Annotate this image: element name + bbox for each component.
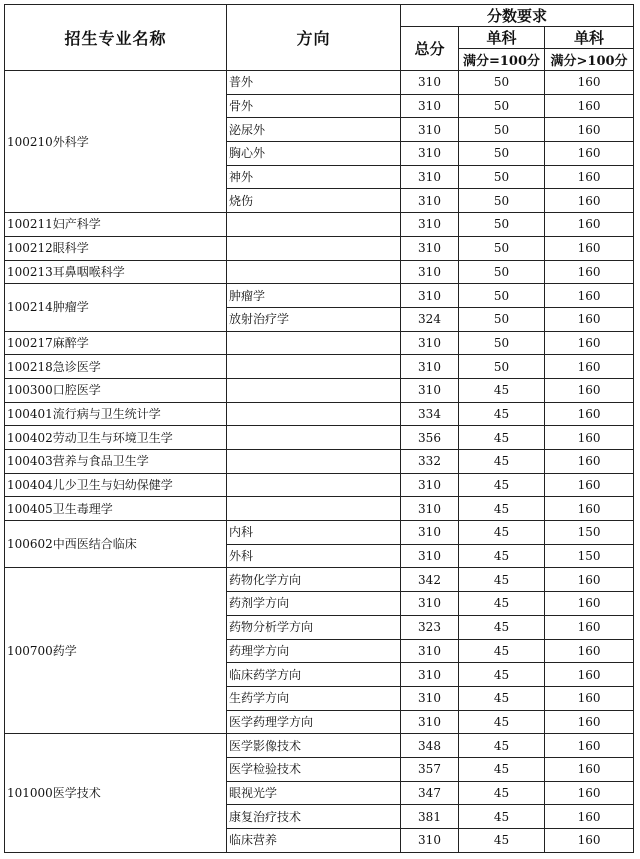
- total-score-cell: 310: [401, 355, 459, 379]
- single-score-over-100-cell: 160: [545, 355, 634, 379]
- table-body: [5, 71, 634, 853]
- direction-cell: 骨外: [227, 94, 401, 118]
- direction-cell: 普外: [227, 71, 401, 95]
- direction-cell: 药物分析学方向: [227, 615, 401, 639]
- header-requirements: 分数要求: [401, 5, 634, 27]
- total-score-cell: 310: [401, 663, 459, 687]
- single-score-100-cell: 45: [459, 544, 545, 568]
- header-total: 总分: [401, 27, 459, 71]
- single-score-over-100-cell: 160: [545, 639, 634, 663]
- single-score-over-100-cell: 160: [545, 592, 634, 616]
- single-score-over-100-cell: 160: [545, 615, 634, 639]
- single-score-100-cell: 50: [459, 71, 545, 95]
- single-score-100-cell: 45: [459, 829, 545, 853]
- table-row: [5, 236, 634, 260]
- total-score-cell: 310: [401, 284, 459, 308]
- single-score-over-100-cell: 160: [545, 94, 634, 118]
- single-score-over-100-cell: 160: [545, 402, 634, 426]
- direction-cell: 生药学方向: [227, 686, 401, 710]
- total-score-cell: 310: [401, 213, 459, 237]
- single-score-100-cell: 50: [459, 189, 545, 213]
- major-cell: 100217麻醉学: [5, 331, 227, 355]
- major-cell: 100211妇产科学: [5, 213, 227, 237]
- direction-cell: [227, 378, 401, 402]
- total-score-cell: 310: [401, 236, 459, 260]
- direction-cell: 医学药理学方向: [227, 710, 401, 734]
- direction-cell: 泌尿外: [227, 118, 401, 142]
- table-row: [5, 450, 634, 474]
- table-row: [5, 402, 634, 426]
- single-score-100-cell: 45: [459, 378, 545, 402]
- total-score-cell: 310: [401, 118, 459, 142]
- single-score-100-cell: 50: [459, 284, 545, 308]
- direction-cell: [227, 426, 401, 450]
- single-score-100-cell: 45: [459, 757, 545, 781]
- single-score-100-cell: 45: [459, 426, 545, 450]
- single-score-over-100-cell: 160: [545, 165, 634, 189]
- table-row: [5, 331, 634, 355]
- major-cell: 100602中西医结合临床: [5, 521, 227, 568]
- direction-cell: 放射治疗学: [227, 307, 401, 331]
- single-score-100-cell: 50: [459, 236, 545, 260]
- single-score-100-cell: 50: [459, 118, 545, 142]
- table-row: [5, 260, 634, 284]
- direction-cell: [227, 260, 401, 284]
- single-score-over-100-cell: 150: [545, 544, 634, 568]
- table-row: [5, 734, 634, 758]
- total-score-cell: 356: [401, 426, 459, 450]
- total-score-cell: 334: [401, 402, 459, 426]
- table-row: [5, 355, 634, 379]
- table-row: [5, 426, 634, 450]
- single-score-over-100-cell: 160: [545, 71, 634, 95]
- single-score-100-cell: 45: [459, 686, 545, 710]
- single-score-over-100-cell: 160: [545, 568, 634, 592]
- direction-cell: [227, 213, 401, 237]
- header-single-2: 单科: [545, 27, 634, 49]
- single-score-over-100-cell: 160: [545, 686, 634, 710]
- single-score-100-cell: 50: [459, 213, 545, 237]
- direction-cell: 神外: [227, 165, 401, 189]
- direction-cell: [227, 497, 401, 521]
- header-single-1: 单科: [459, 27, 545, 49]
- direction-cell: [227, 473, 401, 497]
- single-score-over-100-cell: 160: [545, 710, 634, 734]
- total-score-cell: 310: [401, 544, 459, 568]
- direction-cell: [227, 402, 401, 426]
- single-score-over-100-cell: 160: [545, 757, 634, 781]
- total-score-cell: 310: [401, 378, 459, 402]
- table-row: [5, 497, 634, 521]
- score-requirements-table: [4, 4, 634, 853]
- direction-cell: 胸心外: [227, 142, 401, 166]
- direction-cell: 药剂学方向: [227, 592, 401, 616]
- total-score-cell: 310: [401, 260, 459, 284]
- direction-cell: 肿瘤学: [227, 284, 401, 308]
- single-score-100-cell: 45: [459, 710, 545, 734]
- total-score-cell: 310: [401, 71, 459, 95]
- single-score-100-cell: 45: [459, 450, 545, 474]
- major-cell: 101000医学技术: [5, 734, 227, 852]
- total-score-cell: 310: [401, 710, 459, 734]
- single-score-over-100-cell: 160: [545, 805, 634, 829]
- single-score-over-100-cell: 160: [545, 829, 634, 853]
- direction-cell: 药物化学方向: [227, 568, 401, 592]
- total-score-cell: 342: [401, 568, 459, 592]
- single-score-over-100-cell: 160: [545, 284, 634, 308]
- single-score-over-100-cell: 160: [545, 118, 634, 142]
- single-score-100-cell: 45: [459, 592, 545, 616]
- single-score-100-cell: 45: [459, 402, 545, 426]
- single-score-100-cell: 50: [459, 307, 545, 331]
- single-score-100-cell: 50: [459, 142, 545, 166]
- major-cell: 100210外科学: [5, 71, 227, 213]
- single-score-over-100-cell: 160: [545, 734, 634, 758]
- single-score-over-100-cell: 160: [545, 260, 634, 284]
- single-score-100-cell: 45: [459, 568, 545, 592]
- total-score-cell: 323: [401, 615, 459, 639]
- single-score-100-cell: 45: [459, 639, 545, 663]
- direction-cell: 眼视光学: [227, 781, 401, 805]
- direction-cell: 临床药学方向: [227, 663, 401, 687]
- single-score-100-cell: 45: [459, 734, 545, 758]
- single-score-100-cell: 45: [459, 497, 545, 521]
- header-single-2-sub: 满分>100分: [545, 49, 634, 71]
- total-score-cell: 310: [401, 521, 459, 545]
- single-score-over-100-cell: 160: [545, 331, 634, 355]
- single-score-100-cell: 50: [459, 165, 545, 189]
- total-score-cell: 310: [401, 189, 459, 213]
- major-cell: 100300口腔医学: [5, 378, 227, 402]
- major-cell: 100218急诊医学: [5, 355, 227, 379]
- major-cell: 100401流行病与卫生统计学: [5, 402, 227, 426]
- header-major: 招生专业名称: [5, 5, 227, 71]
- direction-cell: 临床营养: [227, 829, 401, 853]
- direction-cell: 烧伤: [227, 189, 401, 213]
- single-score-100-cell: 45: [459, 615, 545, 639]
- single-score-100-cell: 45: [459, 521, 545, 545]
- direction-cell: 康复治疗技术: [227, 805, 401, 829]
- total-score-cell: 332: [401, 450, 459, 474]
- header-direction: 方向: [227, 5, 401, 71]
- total-score-cell: 348: [401, 734, 459, 758]
- total-score-cell: 347: [401, 781, 459, 805]
- major-cell: 100402劳动卫生与环境卫生学: [5, 426, 227, 450]
- single-score-100-cell: 45: [459, 473, 545, 497]
- major-cell: 100403营养与食品卫生学: [5, 450, 227, 474]
- single-score-over-100-cell: 160: [545, 663, 634, 687]
- single-score-over-100-cell: 160: [545, 213, 634, 237]
- total-score-cell: 310: [401, 331, 459, 355]
- table-row: [5, 378, 634, 402]
- direction-cell: [227, 355, 401, 379]
- direction-cell: [227, 236, 401, 260]
- major-cell: 100213耳鼻咽喉科学: [5, 260, 227, 284]
- total-score-cell: 310: [401, 639, 459, 663]
- table-row: [5, 521, 634, 545]
- total-score-cell: 357: [401, 757, 459, 781]
- single-score-over-100-cell: 160: [545, 142, 634, 166]
- total-score-cell: 310: [401, 165, 459, 189]
- direction-cell: [227, 450, 401, 474]
- single-score-100-cell: 50: [459, 260, 545, 284]
- table-row: [5, 71, 634, 95]
- single-score-100-cell: 50: [459, 355, 545, 379]
- major-cell: 100404儿少卫生与妇幼保健学: [5, 473, 227, 497]
- table-row: [5, 473, 634, 497]
- single-score-over-100-cell: 160: [545, 426, 634, 450]
- direction-cell: 医学影像技术: [227, 734, 401, 758]
- single-score-over-100-cell: 160: [545, 307, 634, 331]
- single-score-over-100-cell: 160: [545, 189, 634, 213]
- single-score-over-100-cell: 160: [545, 378, 634, 402]
- single-score-over-100-cell: 160: [545, 781, 634, 805]
- table-row: [5, 568, 634, 592]
- single-score-over-100-cell: 160: [545, 236, 634, 260]
- major-cell: 100212眼科学: [5, 236, 227, 260]
- direction-cell: [227, 331, 401, 355]
- single-score-over-100-cell: 160: [545, 450, 634, 474]
- total-score-cell: 381: [401, 805, 459, 829]
- table-row: [5, 213, 634, 237]
- total-score-cell: 310: [401, 592, 459, 616]
- direction-cell: 内科: [227, 521, 401, 545]
- single-score-over-100-cell: 160: [545, 473, 634, 497]
- single-score-100-cell: 50: [459, 331, 545, 355]
- single-score-over-100-cell: 160: [545, 497, 634, 521]
- major-cell: 100405卫生毒理学: [5, 497, 227, 521]
- direction-cell: 医学检验技术: [227, 757, 401, 781]
- total-score-cell: 310: [401, 473, 459, 497]
- major-cell: 100700药学: [5, 568, 227, 734]
- total-score-cell: 310: [401, 686, 459, 710]
- table-row: [5, 284, 634, 308]
- total-score-cell: 310: [401, 142, 459, 166]
- single-score-100-cell: 45: [459, 781, 545, 805]
- total-score-cell: 310: [401, 94, 459, 118]
- single-score-100-cell: 50: [459, 94, 545, 118]
- total-score-cell: 310: [401, 829, 459, 853]
- major-cell: 100214肿瘤学: [5, 284, 227, 331]
- direction-cell: 药理学方向: [227, 639, 401, 663]
- header-single-1-sub: 满分=100分: [459, 49, 545, 71]
- single-score-100-cell: 45: [459, 663, 545, 687]
- single-score-100-cell: 45: [459, 805, 545, 829]
- total-score-cell: 324: [401, 307, 459, 331]
- single-score-over-100-cell: 150: [545, 521, 634, 545]
- total-score-cell: 310: [401, 497, 459, 521]
- direction-cell: 外科: [227, 544, 401, 568]
